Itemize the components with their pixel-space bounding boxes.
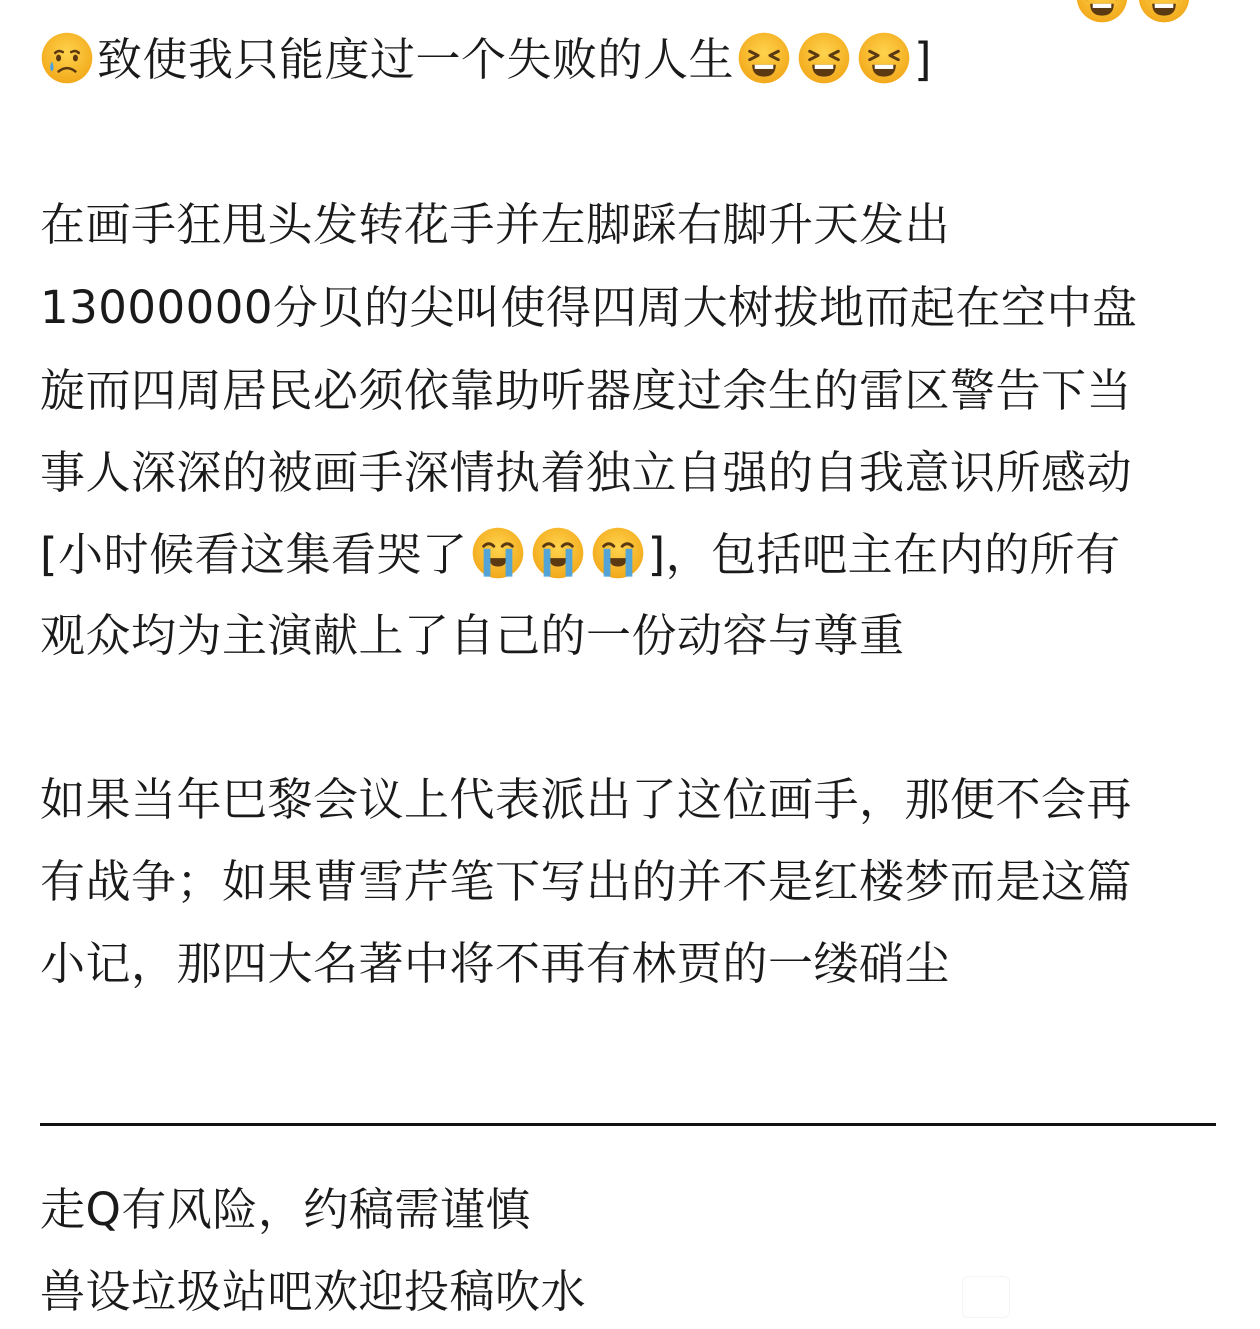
tired-face-icon [857,31,911,85]
post-line [40,525,1121,585]
tired-face-icon [797,31,851,85]
tired-face-icon [737,31,791,85]
bracket-close: ] [914,33,933,86]
section-divider [40,1123,1216,1126]
crying-face-icon [40,31,94,85]
loudly-crying-face-icon [531,526,585,580]
post-line [40,30,932,90]
post-text: ]，包括吧主在内的所有 [647,528,1121,581]
post-line: 旋而四周居民必须依靠助听器度过余生的雷区警告下当 [40,364,1133,417]
footer-line: 兽设垃圾站吧欢迎投稿吹水 [40,1265,587,1318]
post-line: 在画手狂甩头发转花手并左脚踩右脚升天发出 [40,198,951,251]
post-line: 小记，那四大名著中将不再有林贾的一缕硝尘 [40,937,951,990]
tired-face-icon [1075,0,1129,24]
loudly-crying-face-icon [471,526,525,580]
post-line: 如果当年巴黎会议上代表派出了这位画手，那便不会再 [40,773,1133,826]
post-line: 有战争；如果曹雪芹笔下写出的并不是红楼梦而是这篇 [40,855,1133,908]
watermark-icon [962,1276,1010,1318]
post-line: 13000000分贝的尖叫使得四周大树拔地而起在空中盘 [40,281,1138,334]
tired-face-icon [1137,0,1191,24]
loudly-crying-face-icon [591,526,645,580]
post-text: [小时候看这集看哭了 [40,528,468,581]
post-line: 事人深深的被画手深情执着独立自强的自我意识所感动 [40,446,1133,499]
post-line: 观众均为主演献上了自己的一份动容与尊重 [40,609,905,662]
post-text: 致使我只能度过一个失败的人生 [97,33,735,86]
footer-line: 走Q有风险，约稿需谨慎 [40,1183,531,1236]
